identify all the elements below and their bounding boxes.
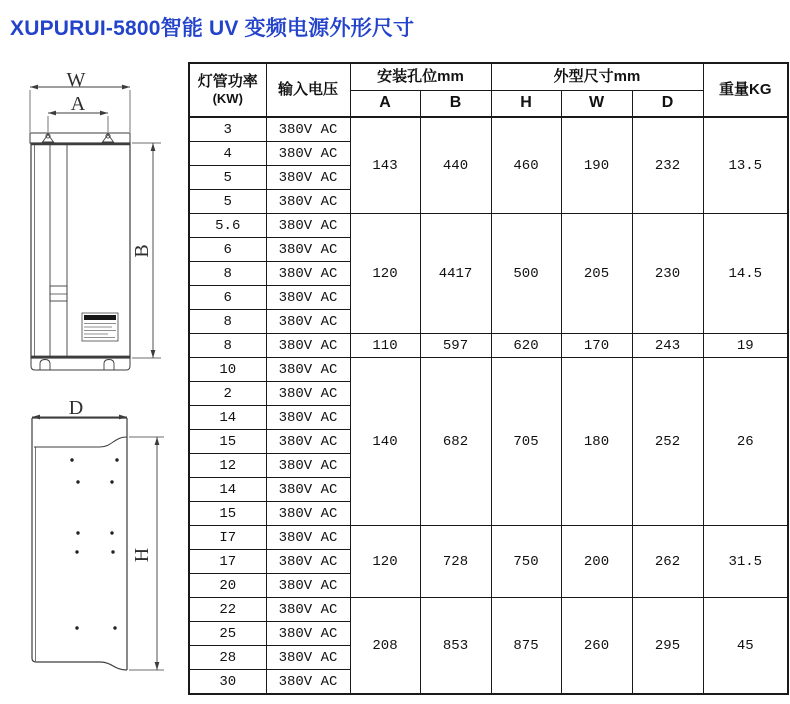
power-cell: 8 <box>189 310 266 334</box>
page-title: XUPURUI-5800智能 UV 变频电源外形尺寸 <box>10 17 415 40</box>
voltage-cell: 380V AC <box>266 310 350 334</box>
power-cell: 14 <box>189 406 266 430</box>
power-cell: 8 <box>189 262 266 286</box>
dim-h-cell: 750 <box>491 526 561 598</box>
voltage-cell: 380V AC <box>266 142 350 166</box>
voltage-cell: 380V AC <box>266 622 350 646</box>
hole-b-cell: 4417 <box>420 214 491 334</box>
voltage-cell: 380V AC <box>266 502 350 526</box>
voltage-cell: 380V AC <box>266 670 350 695</box>
dim-h-cell: 460 <box>491 117 561 214</box>
power-cell: 8 <box>189 334 266 358</box>
spec-table-body <box>189 117 788 694</box>
table-row <box>189 526 788 550</box>
power-cell: 15 <box>189 430 266 454</box>
power-cell: 4 <box>189 142 266 166</box>
header-mounting-group: 安装孔位mm <box>350 63 491 91</box>
dim-label-b: B <box>131 244 153 258</box>
dim-h-cell: 875 <box>491 598 561 695</box>
power-cell: 20 <box>189 574 266 598</box>
weight-cell: 31.5 <box>703 526 788 598</box>
dim-w-cell: 190 <box>561 117 632 214</box>
voltage-cell: 380V AC <box>266 117 350 142</box>
voltage-cell: 380V AC <box>266 478 350 502</box>
table-row <box>189 214 788 238</box>
front-view-drawing <box>5 58 185 376</box>
voltage-cell: 380V AC <box>266 550 350 574</box>
voltage-cell: 380V AC <box>266 238 350 262</box>
hole-b-cell: 682 <box>420 358 491 526</box>
voltage-cell: 380V AC <box>266 358 350 382</box>
voltage-cell: 380V AC <box>266 430 350 454</box>
hole-b-cell: 853 <box>420 598 491 695</box>
dim-label-d: D <box>68 397 84 419</box>
dim-d-cell: 295 <box>632 598 703 695</box>
header-voltage: 输入电压 <box>266 63 350 117</box>
power-cell: 22 <box>189 598 266 622</box>
power-cell: 5 <box>189 190 266 214</box>
hole-a-cell: 120 <box>350 526 420 598</box>
power-cell: 2 <box>189 382 266 406</box>
voltage-cell: 380V AC <box>266 334 350 358</box>
dim-d-cell: 252 <box>632 358 703 526</box>
rivet-dots <box>70 458 118 629</box>
warning-label <box>82 313 118 341</box>
dim-label-h: H <box>131 547 153 563</box>
power-cell: 12 <box>189 454 266 478</box>
voltage-cell: 380V AC <box>266 598 350 622</box>
hole-a-cell: 120 <box>350 214 420 334</box>
voltage-cell: 380V AC <box>266 646 350 670</box>
spec-table <box>188 62 789 695</box>
dim-d-cell: 232 <box>632 117 703 214</box>
power-cell: I7 <box>189 526 266 550</box>
voltage-cell: 380V AC <box>266 286 350 310</box>
dim-w-cell: 200 <box>561 526 632 598</box>
header-col-w: W <box>561 91 632 118</box>
header-col-a: A <box>350 91 420 118</box>
header-col-h: H <box>491 91 561 118</box>
power-cell: 5.6 <box>189 214 266 238</box>
dim-d-cell: 230 <box>632 214 703 334</box>
dim-h-cell: 705 <box>491 358 561 526</box>
header-power-unit: (KW) <box>212 91 243 106</box>
power-cell: 5 <box>189 166 266 190</box>
header-weight: 重量KG <box>703 63 788 117</box>
power-cell: 3 <box>189 117 266 142</box>
hole-a-cell: 140 <box>350 358 420 526</box>
power-cell: 6 <box>189 286 266 310</box>
power-cell: 6 <box>189 238 266 262</box>
header-power <box>189 63 266 117</box>
voltage-cell: 380V AC <box>266 574 350 598</box>
power-cell: 25 <box>189 622 266 646</box>
hole-a-cell: 208 <box>350 598 420 695</box>
power-cell: 30 <box>189 670 266 695</box>
dim-w-cell: 180 <box>561 358 632 526</box>
dim-d-cell: 262 <box>632 526 703 598</box>
header-col-d: D <box>632 91 703 118</box>
header-dimensions-group: 外型尺寸mm <box>491 63 703 91</box>
header-col-b: B <box>420 91 491 118</box>
dim-w-cell: 170 <box>561 334 632 358</box>
dim-d-cell: 243 <box>632 334 703 358</box>
power-cell: 17 <box>189 550 266 574</box>
weight-cell: 14.5 <box>703 214 788 334</box>
hole-a-cell: 143 <box>350 117 420 214</box>
voltage-cell: 380V AC <box>266 166 350 190</box>
spec-table-header <box>189 63 788 117</box>
voltage-cell: 380V AC <box>266 262 350 286</box>
weight-cell: 26 <box>703 358 788 526</box>
header-power-title: 灯管功率 <box>197 72 258 90</box>
table-row <box>189 117 788 142</box>
dim-label-a: A <box>70 93 86 115</box>
voltage-cell: 380V AC <box>266 382 350 406</box>
voltage-cell: 380V AC <box>266 406 350 430</box>
power-cell: 14 <box>189 478 266 502</box>
weight-cell: 13.5 <box>703 117 788 214</box>
hole-b-cell: 597 <box>420 334 491 358</box>
power-cell: 15 <box>189 502 266 526</box>
weight-cell: 19 <box>703 334 788 358</box>
table-row <box>189 598 788 622</box>
dim-w-cell: 205 <box>561 214 632 334</box>
weight-cell: 45 <box>703 598 788 695</box>
dim-h-cell: 620 <box>491 334 561 358</box>
voltage-cell: 380V AC <box>266 454 350 478</box>
table-row <box>189 358 788 382</box>
table-row <box>189 334 788 358</box>
voltage-cell: 380V AC <box>266 214 350 238</box>
hole-a-cell: 110 <box>350 334 420 358</box>
dim-w-cell: 260 <box>561 598 632 695</box>
side-view-drawing <box>18 395 188 695</box>
power-cell: 10 <box>189 358 266 382</box>
voltage-cell: 380V AC <box>266 190 350 214</box>
hole-b-cell: 728 <box>420 526 491 598</box>
hole-b-cell: 440 <box>420 117 491 214</box>
power-cell: 28 <box>189 646 266 670</box>
dim-label-w: W <box>66 69 86 91</box>
voltage-cell: 380V AC <box>266 526 350 550</box>
dim-h-cell: 500 <box>491 214 561 334</box>
